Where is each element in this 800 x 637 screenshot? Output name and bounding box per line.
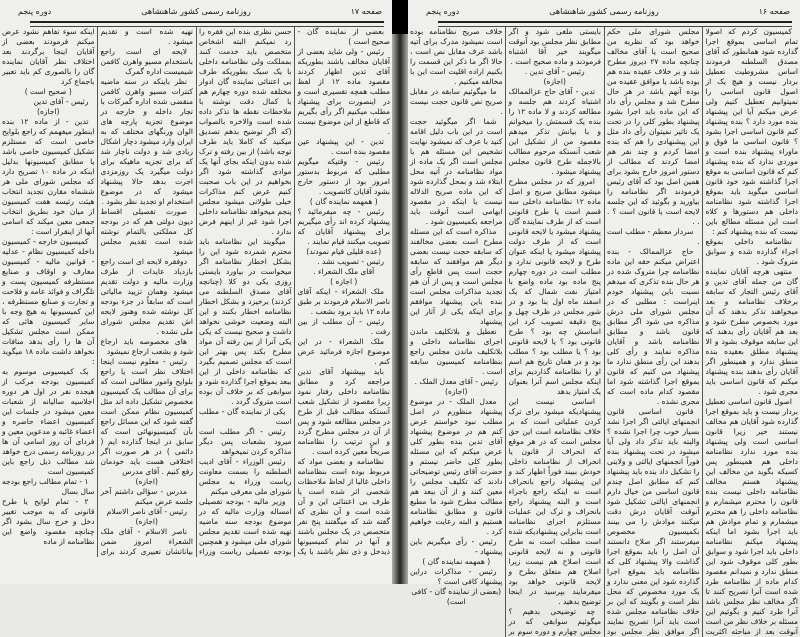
- text-column: [298, 27, 391, 457]
- paragraph: سردار معظم - مطلب است .: [607, 227, 700, 246]
- page-header: [412, 4, 796, 20]
- speaker-heading: (عده قلیلی قیام نمودند): [306, 247, 382, 256]
- book-gutter-shadow: [392, 0, 408, 584]
- paragraph: باید بپیشنهاد آقای تدین مراجعه کرد و مطابق نظامنامه داخلی رفتار نمود زیرا مقصود از تشکیل شعب آنستکه مطالب قبل از طرح در مجلس مطالعه شود و پس از آن در مجلس مطرح گردد و این ترتیب را نظامنامه صریحاً معین کرده است .: [297, 367, 390, 456]
- paragraph: معدل الملک - در موضوع پیشنهاد منظورم در اصل مطلب نبود خواستم عرض کنم هم در موضوع پیشنهاد آقای تدین بنده بطور کلی عرض میکنم که این مسئله بطور کلی حاضر نیستم و حضرت آقای رئیس توضیحاتی دادند که تکلیف مجلس را معین کنند و از آن ببعد هم مطالب مطرح شود ما مطیع قانون و مطابق نظامنامه هستیم و البته رعایت خواهیم کرد .: [410, 397, 503, 536]
- paragraph: رئیس - اگر مطلب است میرود بشعبات پس دیگر مذاکره کردن نمیخواهد: [199, 427, 292, 456]
- paragraph: رئیس - چه میفرمائید ؟ پیشنهاد کرده اند رأی میگیریم برای پیشنهاد آقایان که تصویب میکنند قیام نمایند .: [297, 207, 390, 246]
- paragraph: نظامنامه داخلی بموقع اجراء گذارده شده و سوابق متروک شود .: [705, 237, 798, 266]
- paragraph: امروز که در مجلس مطرح میشود مطابق صریح و اصل ماده ۱۲ نظامنامه داخلی سه قسم است یا طرح قانونی است که از طرف نماینده گان پیشنهاد میشود یا لایحه قانونی است که از طرف دولت پیشنهاد میشود یا اینکه عنوان طرح و لایحه قانونی ندارد و مطلب است در دوره چهارم پنج ماده بود ماده واضع با امتیاز نفت شمال که یک اسفند ماه اول بنا بود و در شور مجلس در ظرف چهل و پنج دقیقه تصویب کرد این اساسش چه بود ؟ طرح قانونی بود ؟ یا لایحه قانونی بود ؟ یا مطلب بود ؟ مطلب بود و در همان تاریخ هم اسم او را نظامنامه گذاردیم برای اینکه مجلس اسم آنرا بعنوان یک امتیاز بدهد: [508, 177, 601, 396]
- speaker-heading: (اجازه): [135, 517, 158, 526]
- paragraph: وزیر مالیه - بودجه تفصیلی امساله وزارت مالیه که در موضوع بودجه سنه ماضیه تهیه شده است تقدیم مجلس شورای ملی میشود و همچنین بودجه تفصیلی ریاست وزراء تهیه شده است و تقدیم میشود .: [100, 27, 292, 556]
- paragraph: حاج عزالممالک - بنده اعتراض میکنم حقه این ماده نظامنامه چرا متروک شده در هر حال بنده تذکری که میدهم نسبت باین پیشنهاد خودم اینراست : مطلبی که در مجلس شورای ملی درش مذاکره می شود اگر مطابق قانون باشد و مطابق نظامنامه باشد و آقایان مذاکره نمایند و رأی کلی بدهند این رأی منطق ندارد ما پیشنهاد می کنیم که قانون بموقع اجرا گذاشته شود اما مقصود کدام ماده است که مجری نشده .: [607, 247, 700, 406]
- speaker-heading: ( همهمه نماینده گان ): [422, 557, 491, 566]
- page-number: صفحه ۱۶: [758, 7, 790, 16]
- paragraph: صورت تفصیلی اقساط دیون دولتی هم که در بودجه کل مملکتی بالتمام نوشته شده است تقدیم مجلس میشود: [100, 207, 193, 256]
- paragraph: رئیس - تصویب نشد .: [317, 257, 384, 266]
- paragraph: اصول قانون اساسی تعطیل بردار نیست و باید بموقع اجرا گذارده شود آقایان هم مخالف نیستند خیر زیرا قانون اساسی است ولی پیشنهاد بنده مورد ندارد نظامنامه داخلی هم همینطور پس کسیکه بگوید من مخالف این پیشنهاد هستم مخالف نظامنامه داخلی نیست بنده قانون را محترم میشمارم و نظامنامه داخلی را هم محترم میشمارم و تمام موادش هم باید اجرا بشود اما اینکه پیشنهاد میکنم نظامنامه داخلی باید اجرا شود و سوابق بطور کلی موقوف شود این منطق ندارد و نمیدانم مقصود کدام ماده از نظامنامه طرد شده است آنرا تصریح کنند تا اگر مخالف نظر مجلس باشد آنرا طرد کنیم و بگوئیم این مسئله بر خلاف نظر من است آنوقت بعد از مباحثه اکثریت مجلس شورای ملی حکم خواهد بود که نظریه من صحیح است یا آقای مخالف چنانچه ماده ۲۷ دیروز مطرح شد و بر خلاف عقیده بنده هم بوده باشد یا موافق عقیده من بوده آنهم باشد در هر حال مطرح شد و مجلس رأی داد که این ماده باید اجرا بشود پیشنهاد بطور کلی را در تحت یک تاثیر نمیتوان رأی داد مثل این پیشنهادی را هم که بنده امضا کردم و چند نفر هم امضا کردند که مطالب از دستور امروز خارج بشود برای همین اصل بود که آقای رئیس فرمودند اگر نظامنامه را بیاورید و بگوئید که این جلسه لایحه است یا قانون است ؟ . . .: [607, 27, 798, 636]
- columns: [2, 27, 390, 557]
- paragraph: های مخصوصه باید ارجاع شود و بشعب ارجاع نمیشود: [100, 337, 193, 356]
- speaker-heading: (بعضی از نماینده گان - کافی است): [411, 587, 502, 606]
- paragraph: رئیس - معلوم نیست اینجا اختلاف نظر است یا راجع بلوایح وامور مطالبی است که برای آن مطالب یک کمیسیون مخصوص تشکیل داده اند مثل کمیسیون نظام ممکن است گفته شود که این مسائل راجع بآن کمیسیونهائی است که سابق در اینجا گذارده ایم ( دائمی ) در هر صورت اگر اختلافی هست باید خودمان رفع کنیم . آقای مدرس: [100, 357, 193, 476]
- paragraph: دوفقره لایحه ای است راجع بازدیاد عایدات از طرف وزارت مالیه و دولت تقدیم میشود وهمان تزیید مالیاتی است که سابقاً در جزء بودجه کل نوشته شده وهنوز لایحه اش تقدیم مجلس شورای ملی نشده .: [100, 257, 193, 336]
- paragraph: لایحه ای است راجع باستخدام مسیو واهرن کافمن شیمیست اداره گمرک: [100, 47, 193, 76]
- speaker-heading: ( همهمه نماینده گان ): [309, 197, 378, 206]
- paragraph: رئیس - رأی میگیریم باین پیشنهاد -: [410, 537, 503, 556]
- paragraph: تدین - این پیشنهاد عین مقصود بنده است .: [297, 137, 390, 156]
- scan-corner-shadow: [392, 0, 408, 34]
- paragraph: بعضی از نماینده گان - صحیح است ): [297, 27, 390, 46]
- speaker-heading: رئیس - آقای تدین .: [524, 67, 585, 76]
- page-number: صفحه ۱۷: [350, 7, 382, 16]
- paragraph: تدین - از ماده ۱۲ بنده اینطور میفهمم که راجع بلوایح خاصی است که مستلزم تشکیل کمیسیون خاصی باشد یا مطابق کمیسیونها بدلیل اینکه در ماده ۱۰ تصریح دارد که مجلس شورای ملی هر ششماه مقارن تجدید انتخاب هیئت رئیسه هفت کمیسیون از میان خود بطریق انتخاب جمعی معین میکند که اسامی آنها از اینقرار است :: [2, 117, 95, 236]
- paragraph: تدین - آقای حاج عزالممالک اشتباه کردند هم جلسه و مطالعه کردند و لا ماده ۱۲ را بنده یک قسمتش را میخوانم و با بیانش تذکر میدهم مقصود من از تشکیل این شعب آنستکه مرحوم مطالب بالاجمله طرح قانون مجلس پیشنهاد میشود .: [508, 87, 602, 176]
- paragraph: ملک الشعراء - اینکه آقای ناصر الاسلام فرمودند بر طبق ماده ۱۲ باید برود بشعب .: [297, 287, 390, 316]
- paragraph: تعطیل و بلاتکلیف ماندن اجرای نظامنامه داخلی و بلاتکلیف ماندن مجلس راجع بنظامنامه کمیسیون سابقه است .: [410, 327, 503, 376]
- paragraph: ناصر الاسلام - آقای ملک الشعراء امروز ضمن بیاناتشان تعبیری کردند برای اینکه سوء تفاهم نشود عرض میکنم فرمودند بعضی از آقایان اینجا برگردند بعد اختلاف نظر آقایان نماینده گان را بالصوری کم باید تعبیر باجماع کرد: [2, 27, 193, 556]
- paragraph: چه توضیحی بدهیم ؟ میگوئیم سوابقی که در مجلس چهارم و دوره سوم بر خلاف صریح نظامنامه بوده است نمیشود مدرک برای آتیه باشد عرف مقابل نص است ، حالا اگر ما ذکر این قسمت را بکنیم اراده اقلیت است این با مخالفه میکنیم .: [410, 27, 601, 636]
- paragraph: رئیس - آقای ناصر الاسلام: [106, 507, 187, 516]
- paragraph: مذاکره است که این مسئله مطرح است بعضی مخالفند که سابقه حجت نیست بعضی دیگر هم موافقند که سابقه حجت است پس قاطع رأی مجلس است و پس از آن هم تجدید مذاکرات مجلس است بنده باین پیشنهاد موافقم برای اینکه یکی از آثار این پیشنهاد: [410, 227, 503, 326]
- paragraph: ملک الشعراء - در این موضوع اجازه فرمائید عرض کنم .: [297, 337, 390, 366]
- paragraph: یکی از نماینده گان - مطلب است: [199, 407, 292, 426]
- page-header: [4, 4, 388, 20]
- paragraph: رئیس الوزراء - آقای ادیب السلطنه را بسمت معاونت ریاست وزراء به مجلس شورای ملی معرفی میکنم: [199, 457, 292, 496]
- text-column: [410, 227, 503, 607]
- paragraph: ۱ - تمام مطالب راجع بودجه سال بسال: [2, 477, 95, 496]
- paragraph: نظامنامه و بعضی مواد که مربوط بوده است بنظامنامه داخلی غالبا از لحاظ ملاحظات شخصی اثر شده است یا طرف بی اعتنائی این و آن شده است و آن نظری که گفته شد که میگفتند پنج نفر متخصص در یک مجلس باشند و آنها در تمام کمیسیونها ذیدخل و ذی نظر باشند با یک حسن نظری بنده این فقره را رد نمیکنم البته اشخاص متخصص باید خدمت کنند بمملکت ولی نظامنامه داخلی با یک سبک بطوریکه طرف بی اعتنائی نماینده گان ادوار مختلفه شده دوره چهارم هم با کمال دقت نوشته با ملاحظات نقطه ها تذکر داده شده است والاخره بالصواب (که اگر توضیح بدهم تصدیق میکنید که کاملا باید طرف توجه باشد) از بین رفته و ترک شده بدون اینکه بجای آنها یک موادی گذاشته شود اگر بخواهیم در این باب صحبت کنیم عرض کنم مذاکرات خیلی طولانی میشود مجلس پنجم میخواهد نظامنامه داخلی اجرا شود غیر از اینهم فرض ندارد .: [199, 27, 390, 556]
- paragraph: یک کمیسیونی موسوم به کمیسیون بودجه مرکب از هیجده نفر در اول هر دوره اجلاسیه سالیانه از شعبات معین میشود در جلسات این کمیسیون اعضاء حاضره و اعضاء غائبه و مدعوین معین و فردای آن روز اسامی آن ها در روزنامه رسمی درج خواهد شد مطالب ذیل راجع باین کمیسیون است: [2, 367, 95, 476]
- paragraph: قانون اساسی قانون انجمنهای ایالتی اگر اجرا نشد بسیار خوب چرا اجرا نشده ؟ والبته باید تذکر داد ولی آیا میشود در تحت پیشنهاد بنده فوراً انجمنهای ایالتی و ولایتی را تشکیل داد بنده باید پیشنهاد کنم که مطابق اصل چندم قانون اساسی من خیال دارم انجمنهای ایالتی تشکیل شود آنوقت آقایان درش دقت میکنند موادش را می بینند بکمیسیون مخصوص میفرستند اگر صلاح دانستند آن اصل را باید بموقع اجرا گذاشت والا پیشنهاد کلی که نظامنامه باید بموقع اجرا گذارده شود این معنی ندارد و یک مورد مخصوص که محل نظر است و بگویند که این بر خلاف نظامنامه مجلس شده است باید آنرا تصریح نمایند اگر موافق نظر مجلس بود بایستی ملغی شود و اگر مطابق نظر مجلس بود آنوقت میگویند خیر آقا اشتباه فرمودند و ماده صحیح است .: [508, 27, 700, 636]
- volume-label: دوره پنجم: [426, 7, 460, 16]
- paragraph: نظر باینکه در سنه ماضیه کنترات مسیو واهرن کافمن منقضی شده اداره گمرکات با تجار داخله و خارجه در موضوع تجزیه پارچه های الوان ورنگهای مختلف که به ایران وارد میشود دچار اشکال زیادی شد و دولت ناچار شد که برای تجزیه ماهیکه برای دولت میگیرد یک روزمزدی اجرت بدهد حالا پیشنهاد میشود که در موضوع استخدام او تجدید نظر بشود .: [100, 77, 193, 206]
- page-right: [408, 0, 800, 636]
- volume-label: دوره پنجم: [18, 7, 52, 16]
- speaker-heading: (اجازه): [37, 107, 60, 116]
- paragraph: کمیسیون کردم که اصولا تمام اساسی بموقع اجرا گذارده شود همانطور که آقای مصدق السلطنه فرمودند اساس مشروطیت تعطیل بردار نیست و هیچ یک از اصول قانون اساسی را نمیتوانیم تعطیل کنیم ولی عرض میکنم آیا این پیشنهاد بنده مورد دارد ؟ بنده پیشنهاد کنم قانون اساسی اجرا بشود ؟ قانون اساسی ما فوق و ماوراء پیشنهاد بنده است و موردی ندارد که بنده پیشنهاد کنم که قانون اساسی به موقع اجرا گذاشته شود خود قانون اساسی میگوید باید بموقع اجرا گذاشته شود نظامنامه داخلی هم دستورها و کلاه است این مسئله مطالع باین نیست که بنده پیشنهاد کنم :: [705, 27, 798, 236]
- columns: [410, 27, 798, 637]
- paragraph: ۲ - تمام لوایح یا طرح قانونی که به موجب تغییر دخل و خرج سال بشود اگر چنانچه مقصود واضع این نظامنامه از ماده: [2, 497, 95, 546]
- paragraph: اساسی نیست این پیشنهادیکه میشود برای ترک کردن عملیاتی است که بر خلاف نظامنامه است این حق مجلس است که در هر موقع که انحراف از قانون یا انحراف از نظامنامه داخلی خودش ببیند فوراً اظهار کند و این پیشنهاد راجع بانحراف است نه اینکه راجع باجراء است و البته پیشنهاد راجع بانحراف و ترک این عملیات مستلزم اجرای نظامنامه است بنابراین پیشنهادیکه شده است مطلب است نه طرح قانونی و نه لایحه قانونی است اصلاح هم نیست زیرا اصلاح هم متعلق بطرح و لایحه قانونی خواهد بود میفرمایند بپرسید در اینجا توضیح بدهید .: [508, 397, 601, 606]
- newspaper-title: روزنامه رسمی کشور شاهنشاهی: [141, 7, 251, 16]
- paragraph: شما اگر میگوئید حجت است در این باب دلیل اقامه کنید با عرف که نمیشود نهایت تشخیص این مسئله هم با مجلس است اگر یک ماده از مواد نظامنامه در آتیه محل ابتلاء شد و بمحل گذارده شود که این ماده صریح الدلاله نیست یا اینکه در مقصود ابهامی است آنوقت باید مراجعه بکمیسیون شود .: [410, 117, 503, 226]
- paragraph: رئیس - وقتیکه میگویم مطلبی که مربوط بدستور امروز بود از دستور خارج بشود آقایان کاتصویب .: [297, 157, 390, 196]
- speaker-heading: (اجازه): [543, 77, 566, 86]
- newspaper-title: روزنامه رسمی کشور شاهنشاهی: [549, 7, 659, 16]
- paragraph: میگویند این نظامنامه باید محترم شمرده شود این را بشکل اخطار نظامنامه اگر میخواست در بیاورد بایستی روزی یکی دو کلا (چنانچه آقای مصدق السلطنه می کردند) برخیزد و بشکل اخطار نظامنامه اخطار بکنند و این البته وضعیت خوشی نخواهد داشت و صحیح نیست که یکی یکی آنرا از بین رفته آن مواد مطرح بکند پس بهتر این است که مجلس تصمیم بگیرد که نظامنامه داخلی از این ببعد بموقع اجرا گذارده شود و سوابقی که بر خلاف آن بوده است متروک گردد .: [199, 237, 292, 406]
- paragraph: کمیسیون خارجه - کمیسیون داخله کمیسیون نظام - عدلیه - قوانین مالیه - کمیسیون معارف و اوقاف و صنایع مستظرفه کمیسیون پست و تلگراف و فوائد عامه و فلاحت و تجارت و صنایع مستظرفه ، این کمیسیونها به هیچ وجه با سایر کمیسیون هائی که ممکن است مجلس تشکیل آن ها را رأی بدهد منافات نخواهد داشت ماده ۱۸ میگوید :: [2, 237, 95, 366]
- paragraph: رئیس - آقای تدین: [33, 97, 89, 106]
- paragraph: منتهی هرچه آقایان نماینده گان من جمله آقای تدین و آقای رئیس التجار که سابقه برخلاف نظامنامه و بعد میخواهند تذکر بدهند که آن مورد بخصوص مطرح شود و بعد هم آقایان رأی بدهند که این سابقه موقوف بشود و الا پیشنهاد مطلق بعقیده بنده منطق ندارد و همینطور اگر آقایان رأی بدهند بنده پیشنهاد میکنم که قانون اساسی باید مجری شود .: [705, 267, 798, 396]
- paragraph: رئیس - ولی شاید بعضی از آقایان مخالف باشند بطوریکه آقای تدین اظهار کردند مقصود ماده ۱۲ از لفظ مطلب همچه تفسیری است و در اینصورت برای پیشنهاد مطلب میکنیم اگر رأی بگیریم که قاطع از این موضوع نیست .: [297, 47, 391, 136]
- paragraph: ما میگوئیم سابقه در مقابل صریح نص قانون حجت نیست .: [410, 87, 503, 116]
- paragraph: رئیس - مذاکرات دراین پیشنهاد کافی است ؟: [410, 567, 503, 586]
- page-left: [0, 0, 392, 584]
- paragraph: مدرس - سؤالی داشتم آخر جلسه عرض میکنم: [100, 487, 193, 506]
- speaker-heading: ( اجازه ): [330, 277, 358, 286]
- speaker-heading: ( صحیح است ): [24, 87, 72, 96]
- speaker-heading: آقای ملک الشعراء .: [313, 267, 375, 276]
- speaker-heading: (اجازه): [135, 477, 158, 486]
- paragraph: رئیس - آن مطلب از بین رفت .: [297, 317, 390, 336]
- speaker-heading: رئیس - آقای معدل الملک . (اجازه): [414, 377, 498, 396]
